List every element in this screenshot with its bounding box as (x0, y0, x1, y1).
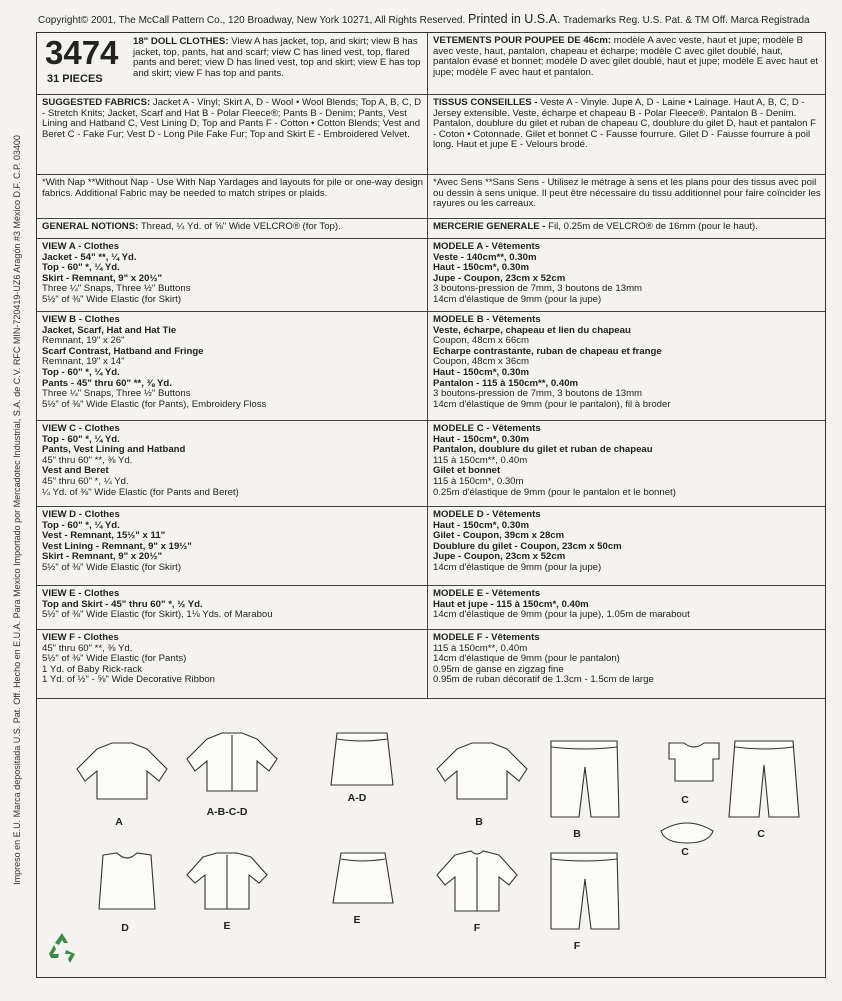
drawing-outline (437, 743, 527, 799)
drawing-label: B (475, 816, 483, 828)
drawing-label: F (573, 940, 581, 952)
view-line: Haut - 150cm*, 0.30m (433, 366, 529, 378)
fabrics-fr-text: Veste A - Vinyle. Jupe A, D - Laine • Lainage. Haut A, B, C, D - Jersey extensible. Veste, écharpe et chapeau B - Polar Fleece®. Pantalon B - Denim. Pantalon, doublure du gilet et ruban de chapeau C, doublure du gilet D, haut et pantalon F - Coton • Cotonnade. Gilet et bonnet C - Fausse fourrure. Gilet D - Fausse fourrure à poil long. Haut et jupe E - Velours brodé. (433, 97, 816, 151)
copyright-line (38, 12, 828, 26)
view-line: 115 à 150cm*, 0.30m (433, 475, 524, 487)
view-en-cell (42, 589, 424, 621)
view-line: Pants - 45" thru 60" **, ⅜ Yd. (42, 377, 172, 389)
view-en-cell (42, 633, 424, 686)
drawing-label: E (353, 914, 361, 926)
drawing-outline (661, 823, 713, 843)
drawing-beret (661, 823, 713, 858)
view-line: Pants, Vest Lining and Hatband (42, 444, 186, 456)
view-heading: VIEW C - Clothes (42, 423, 120, 434)
nap-fr: *Avec Sens **Sans Sens - Utilisez le métrage à sens et les plans pour des tissus avec poil ou dessin à sens unique. Il peut être nécessaire du tissu additionnel pour faire coïncider les rayures ou les carreaux. (433, 177, 821, 210)
view-line: Jacket - 54" **, ¼ Yd. (42, 251, 137, 263)
view-line: 5½" of ⅜" Wide Elastic (for Pants) (42, 653, 187, 665)
view-heading: VIEW B - Clothes (42, 314, 120, 325)
view-line: 0.95m de ruban décoratif de 1.3cm - 1.5cm de large (433, 674, 654, 686)
drawing-outline (551, 853, 619, 929)
notions-fr (433, 222, 821, 233)
view-line: 3 boutons-pression de 7mm, 3 boutons de 13mm (433, 283, 643, 295)
title-fr: VETEMENTS POUR POUPEE DE 46cm: (433, 35, 612, 46)
view-row (37, 507, 825, 586)
drawing-jacket-back (187, 733, 277, 818)
drawing-outline (99, 853, 155, 909)
view-line: 115 à 150cm**, 0.40m (433, 642, 528, 654)
view-fr-cell (433, 589, 821, 621)
view-line: Vest - Remnant, 15½" x 11" (42, 530, 166, 542)
view-heading: MODELE D - Vêtements (433, 509, 541, 520)
view-line: Coupon, 48cm x 66cm (433, 335, 529, 347)
notions-en-head: GENERAL NOTIONS: (42, 221, 139, 232)
drawing-outline (187, 733, 277, 791)
drawing-label: A-B-C-D (206, 806, 248, 818)
drawing-vest (99, 853, 155, 934)
view-line: 45" thru 60" *, ¼ Yd. (42, 475, 129, 487)
view-heading: MODELE A - Vêtements (433, 241, 540, 252)
view-line: Remnant, 19" x 14" (42, 356, 125, 368)
view-heading: VIEW A - Clothes (42, 241, 120, 252)
view-line: 14cm d'élastique de 9mm (pour la jupe), 1.05m de marabout (433, 609, 690, 621)
drawing-top-back (187, 853, 267, 932)
view-line: Haut - 150cm*, 0.30m (433, 262, 529, 274)
title-en: 18" DOLL CLOTHES: (133, 36, 229, 47)
notions-row (37, 219, 825, 239)
view-line: Three ¼" Snaps, Three ½" Buttons (42, 388, 191, 400)
view-line: 14cm d'élastique de 9mm (pour le pantalon), fil à broder (433, 398, 671, 410)
view-line: Skirt - Remnant, 9" x 20½" (42, 272, 163, 284)
intro-en (133, 37, 423, 79)
view-line: Pantalon, doublure du gilet et ruban de chapeau (433, 444, 653, 456)
pattern-number: 3474 (45, 34, 119, 71)
notions-fr-text: Fil, 0.25m de VELCRO® de 16mm (pour le haut). (548, 221, 758, 232)
view-heading: MODELE C - Vêtements (433, 423, 541, 434)
notions-fr-head: MERCERIE GENERALE - (433, 221, 546, 232)
desc-en: View A has jacket, top, and skirt; view B has jacket, top, pants, hat and scarf; view C has lined vest, top, flared pants and beret; view D has lined vest, top and skirt; view E has top and skirt; view F has top and pants. (133, 36, 421, 79)
drawing-label: A-D (347, 792, 367, 804)
drawing-label: A (115, 816, 123, 828)
drawing-top (669, 743, 719, 806)
drawing-jacket (437, 743, 527, 828)
view-line: Jupe - Coupon, 23cm x 52cm (433, 272, 566, 284)
drawings-svg (37, 699, 825, 977)
view-line: Coupon, 48cm x 36cm (433, 356, 529, 368)
view-heading: MODELE B - Vêtements (433, 314, 541, 325)
fabrics-en (42, 98, 424, 140)
fabrics-fr-head: TISSUS CONSEILLES - (433, 97, 538, 108)
view-row (37, 586, 825, 630)
view-line: Top - 60" *, ¼ Yd. (42, 519, 120, 531)
drawing-skirt-marabou (333, 853, 393, 926)
notions-en (42, 222, 424, 233)
view-line: 0.95m de ganse en zigzag fine (433, 663, 564, 675)
drawing-label: F (473, 922, 481, 934)
drawing-outline (729, 741, 799, 817)
view-line: Echarpe contrastante, ruban de chapeau et frange (433, 345, 662, 357)
view-line: 5½" of ⅜" Wide Elastic (for Skirt) (42, 561, 182, 573)
drawing-outline (331, 733, 393, 785)
view-line: Skirt - Remnant, 9" x 20½" (42, 551, 163, 563)
view-row (37, 421, 825, 507)
view-row (37, 239, 825, 312)
view-line: 14cm d'élastique de 9mm (pour le pantalon) (433, 653, 620, 665)
view-line: Jupe - Coupon, 23cm x 52cm (433, 551, 566, 563)
view-fr-cell (433, 424, 821, 498)
drawing-top-f (437, 851, 517, 934)
view-fr-cell (433, 242, 821, 306)
view-line: Veste - 140cm**, 0.30m (433, 251, 537, 263)
desc-fr: modèle A avec veste, haut et jupe; modèle B avec veste, haut, pantalon, chapeau et écharpe; modèle C avec gilet doublé, haut, pantalon évasé et bonnet; modèle D avec gilet doublé, haut et jupe; modèle E avec haut et jupe; modèle F avec haut et pantalon. (433, 35, 819, 78)
drawing-outline (187, 853, 267, 909)
fabrics-row (37, 95, 825, 175)
drawing-label: C (757, 828, 765, 840)
view-line: Haut - 150cm*, 0.30m (433, 519, 529, 531)
trademark-text: Trademarks Reg. U.S. Pat. & TM Off. Marca Registrada (563, 15, 810, 26)
view-fr-cell (433, 510, 821, 574)
view-line: 5½" of ⅜" Wide Elastic (for Skirt) (42, 293, 182, 305)
drawing-flared-pants (729, 741, 799, 840)
view-line: Top - 60" *, ¼ Yd. (42, 262, 120, 274)
view-line: Haut - 150cm*, 0.30m (433, 433, 529, 445)
drawing-pants (551, 741, 619, 840)
drawing-outline (669, 743, 719, 781)
fabrics-fr (433, 98, 821, 151)
view-line: 0.25m d'élastique de 9mm (pour le pantalon et le bonnet) (433, 486, 676, 498)
view-line: 1 Yd. of ½" - ⅝" Wide Decorative Ribbon (42, 674, 216, 686)
view-line: 5½" of ⅜" Wide Elastic (for Pants), Embroidery Floss (42, 398, 267, 410)
view-heading: VIEW F - Clothes (42, 632, 119, 643)
view-line: ¼ Yd. of ⅜" Wide Elastic (for Pants and Beret) (42, 486, 239, 498)
side-import-text: Impreso en E.U. Marca depositada U.S. Pat. Off. Hecho en E.U.A. Para Mexico Importado por Mercadotec Industrial, S.A. de C.V. RFC MIN-720419-UZ6 Aragón #3 México D.F. C.P. 03400 (12, 135, 22, 885)
view-line: 14cm d'élastique de 9mm (pour la jupe) (433, 561, 602, 573)
view-fr-cell (433, 315, 821, 410)
intro-fr (433, 36, 821, 78)
view-row (37, 312, 825, 421)
view-heading: MODELE E - Vêtements (433, 588, 541, 599)
view-line: 45" thru 60" **, ⅜ Yd. (42, 642, 133, 654)
view-line: Top and Skirt - 45" thru 60" *, ½ Yd. (42, 598, 203, 610)
nap-row (37, 175, 825, 219)
view-line: Vest Lining - Remnant, 9" x 19½" (42, 540, 192, 552)
view-line: Gilet et bonnet (433, 465, 501, 477)
view-line: 14cm d'élastique de 9mm (pour la jupe) (433, 293, 602, 305)
drawing-outline (77, 743, 167, 799)
view-row (37, 630, 825, 699)
drawing-jacket (77, 743, 167, 828)
view-line: 115 à 150cm**, 0.40m (433, 454, 528, 466)
view-heading: MODELE F - Vêtements (433, 632, 540, 643)
copyright-text: Copyright© 2001, The McCall Pattern Co., 120 Broadway, New York 10271, All Rights Reserved. (38, 15, 466, 26)
drawing-outline (333, 853, 393, 903)
side-margin (0, 40, 34, 1000)
view-en-cell (42, 510, 424, 574)
view-line: Veste, écharpe, chapeau et lien du chapeau (433, 324, 631, 336)
technical-drawings (37, 699, 825, 977)
printed-in: Printed in U.S.A. (468, 12, 561, 26)
view-line: 45" thru 60" **, ⅜ Yd. (42, 454, 133, 466)
intro-row (37, 33, 825, 95)
view-line: 3 boutons-pression de 7mm, 3 boutons de 13mm (433, 388, 643, 400)
view-line: Top - 60" *, ¼ Yd. (42, 366, 120, 378)
drawing-label: C (681, 846, 689, 858)
view-en-cell (42, 242, 424, 306)
view-line: Three ¼" Snaps, Three ½" Buttons (42, 283, 191, 295)
drawing-label: E (223, 920, 231, 932)
view-line: Pantalon - 115 à 150cm**, 0.40m (433, 377, 579, 389)
drawing-label: C (681, 794, 689, 806)
drawing-pants (551, 853, 619, 952)
view-line: Haut et jupe - 115 à 150cm*, 0.40m (433, 598, 589, 610)
view-heading: VIEW D - Clothes (42, 509, 120, 520)
nap-en: *With Nap **Without Nap - Use With Nap Yardages and layouts for pile or one-way design fabrics. Additional Fabric may be needed to match stripes or plaids. (42, 177, 423, 199)
view-line: 1 Yd. of Baby Rick-rack (42, 663, 143, 675)
view-line: Vest and Beret (42, 465, 109, 477)
view-en-cell (42, 315, 424, 410)
notions-en-text: Thread, ¼ Yd. of ⅝" Wide VELCRO® (for Top). (140, 221, 341, 232)
view-line: 5½" of ⅜" Wide Elastic (for Skirt), 1⅛ Yds. of Marabou (42, 609, 273, 621)
view-line: Scarf Contrast, Hatband and Fringe (42, 345, 204, 357)
view-line: Jacket, Scarf, Hat and Hat Tie (42, 324, 177, 336)
view-heading: VIEW E - Clothes (42, 588, 120, 599)
view-line: Remnant, 19" x 26" (42, 335, 125, 347)
view-line: Top - 60" *, ¼ Yd. (42, 433, 120, 445)
view-fr-cell (433, 633, 821, 686)
drawing-label: D (121, 922, 129, 934)
pattern-envelope-back (36, 32, 826, 978)
recycle-icon (44, 930, 80, 966)
fabrics-en-head: SUGGESTED FABRICS: (42, 97, 151, 108)
pieces-count: 31 PIECES (47, 73, 103, 85)
drawing-outline (551, 741, 619, 817)
drawing-outline (437, 851, 517, 911)
view-line: Gilet - Coupon, 39cm x 28cm (433, 530, 565, 542)
drawing-skirt (331, 733, 393, 804)
view-line: Doublure du gilet - Coupon, 23cm x 50cm (433, 540, 622, 552)
drawing-label: B (573, 828, 581, 840)
fabrics-en-text: Jacket A - Vinyl; Skirt A, D - Wool • Wool Blends; Top A, B, C, D - Stretch Knits; Jacket, Scarf and Hat B - Polar Fleece®; Pants B - Denim; Pants, Vest Lining and Hatband C, Vest Lining D, Top and Pants F - Cotton • Cotton Blends; Vest and Beret C - Fake Fur; Vest D - Long Pile Fake Fur; Top and Skirt E - Embroidered Velvet. (42, 97, 422, 140)
view-en-cell (42, 424, 424, 498)
